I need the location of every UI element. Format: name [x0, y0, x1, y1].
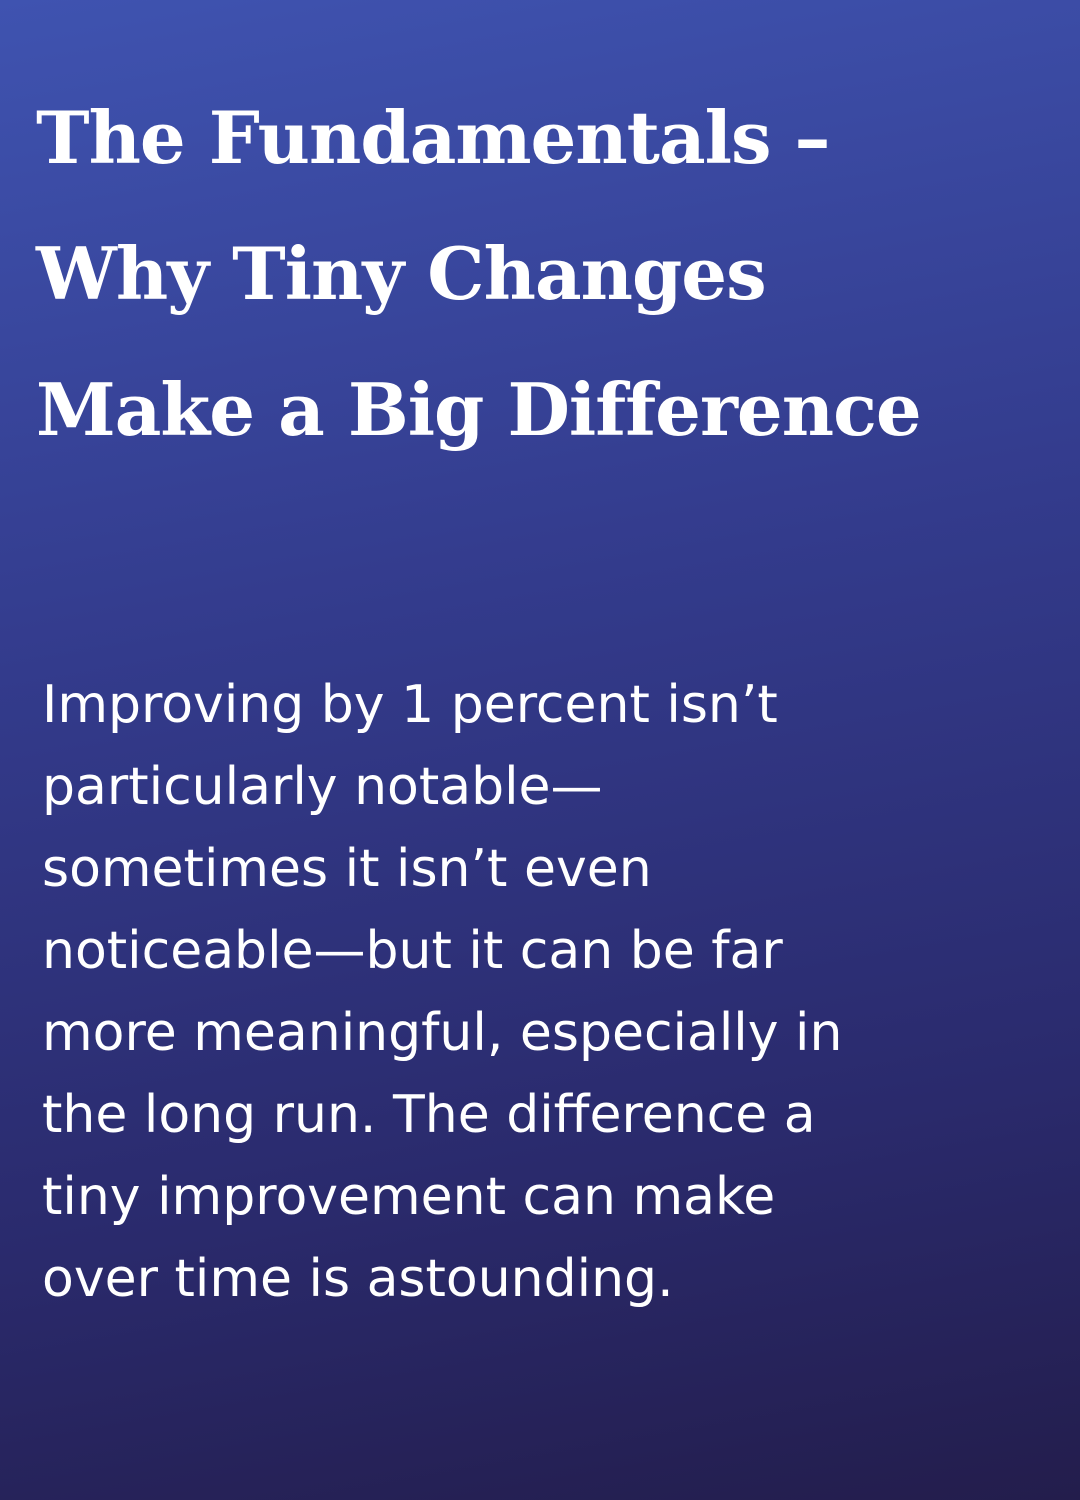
body-line: Improving by 1 percent isn’t — [42, 675, 778, 735]
body-line: sometimes it isn’t even — [42, 839, 652, 899]
body-line: tiny improvement can make — [42, 1167, 776, 1227]
body-line: noticeable—but it can be far — [42, 921, 783, 981]
title-line: Why Tiny Changes — [36, 231, 766, 316]
body-paragraph — [42, 664, 1042, 1320]
body-line: over time is astounding. — [42, 1249, 674, 1309]
title-line: Make a Big Difference — [36, 367, 921, 452]
body-line: more meaningful, especially in — [42, 1003, 843, 1063]
body-line: particularly notable— — [42, 757, 603, 817]
body-line: the long run. The difference a — [42, 1085, 816, 1145]
page-title — [36, 70, 1046, 478]
title-line: The Fundamentals – — [36, 95, 830, 180]
